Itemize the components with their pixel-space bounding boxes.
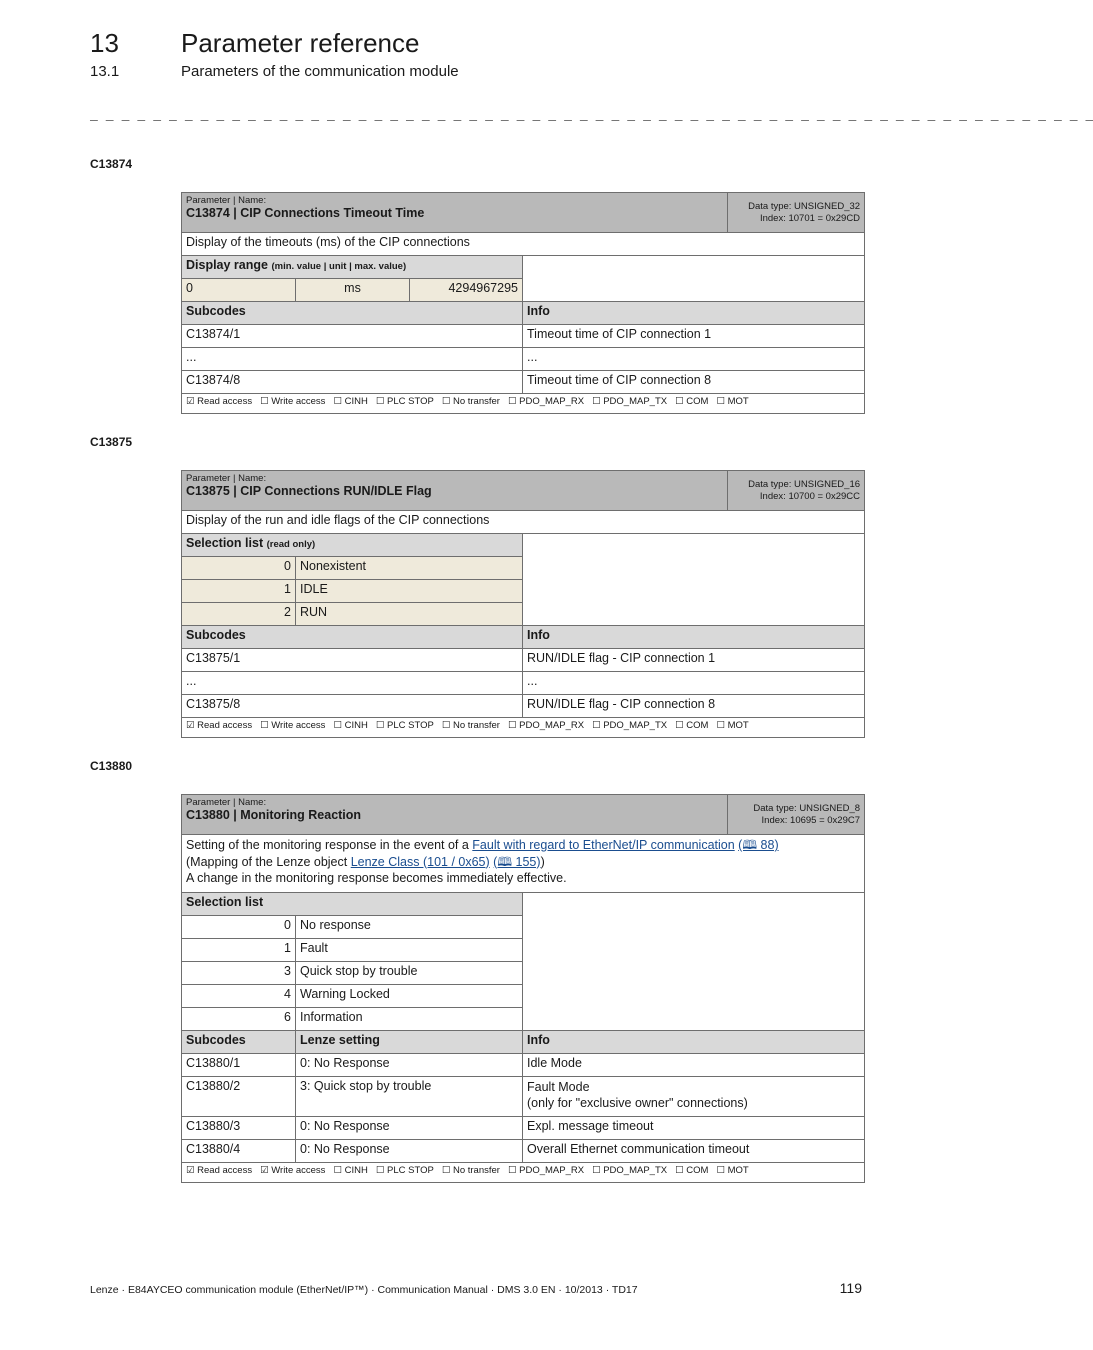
selection-text: RUN bbox=[296, 603, 523, 626]
flag-pdo-map-tx: ☐ PDO_MAP_TX bbox=[592, 1165, 668, 1176]
selection-text: IDLE bbox=[296, 580, 523, 603]
c13875-datatype-cell bbox=[728, 471, 865, 511]
table-row-code: C13874/1 bbox=[182, 325, 523, 348]
flag-no-transfer: ☐ No transfer bbox=[441, 720, 500, 731]
table-row-code: ... bbox=[182, 348, 523, 371]
c13880-label-small: Parameter | Name: bbox=[186, 797, 267, 808]
c13874-title: C13874 | CIP Connections Timeout Time bbox=[186, 206, 425, 220]
chapter-number: 13 bbox=[90, 28, 119, 58]
c13875-selection-header bbox=[182, 534, 523, 557]
page-ref-88-link[interactable]: (🕮 88) bbox=[738, 838, 779, 852]
c13874-data-type: Data type: UNSIGNED_32 bbox=[748, 200, 861, 212]
c13880-title: C13880 | Monitoring Reaction bbox=[186, 808, 362, 822]
selection-value: 0 bbox=[182, 557, 296, 580]
c13874-info-header: Info bbox=[523, 302, 865, 325]
chapter-title: Parameter reference bbox=[181, 28, 420, 58]
selection-text: Information bbox=[296, 1008, 523, 1031]
flag-no-transfer: ☐ No transfer bbox=[441, 396, 500, 407]
fault-ethernet-link[interactable]: Fault with regard to EtherNet/IP communication bbox=[472, 838, 735, 852]
selection-text: Quick stop by trouble bbox=[296, 962, 523, 985]
c13880-desc-line2-post: ) bbox=[540, 854, 545, 869]
c13875-header bbox=[182, 471, 728, 511]
table-row-setting: 0: No Response bbox=[296, 1054, 523, 1077]
flag-cinh: ☐ CINH bbox=[333, 396, 368, 407]
table-row-info: ... bbox=[523, 348, 865, 371]
table-row-info: Expl. message timeout bbox=[523, 1117, 865, 1140]
c13874-index: Index: 10701 = 0x29CD bbox=[759, 212, 861, 224]
table-row-setting: 0: No Response bbox=[296, 1117, 523, 1140]
page-number: 119 bbox=[839, 1280, 862, 1296]
footer-text: Lenze · E84AYCEO communication module (EtherNet/IP™) · Communication Manual · DMS 3.0 EN · 10/2013 · TD17 bbox=[90, 1284, 638, 1296]
c13875-title: C13875 | CIP Connections RUN/IDLE Flag bbox=[186, 484, 432, 498]
table-row-info: RUN/IDLE flag - CIP connection 1 bbox=[523, 649, 865, 672]
c13875-selection-note: (read only) bbox=[266, 539, 316, 550]
c13875-info-header: Info bbox=[523, 626, 865, 649]
selection-value: 0 bbox=[182, 916, 296, 939]
flag-com: ☐ COM bbox=[675, 1165, 709, 1176]
c13880-subcodes-header: Subcodes bbox=[182, 1031, 296, 1054]
selection-text: Fault bbox=[296, 939, 523, 962]
c13874-display-range-label: Display range bbox=[186, 258, 268, 272]
c13875-label-small: Parameter | Name: bbox=[186, 473, 267, 484]
flag-plc-stop: ☐ PLC STOP bbox=[375, 396, 434, 407]
flag-pdo-map-tx: ☐ PDO_MAP_TX bbox=[592, 720, 668, 731]
selection-text: No response bbox=[296, 916, 523, 939]
c13880-datatype-cell bbox=[728, 795, 865, 835]
c13880-lenze-setting-header: Lenze setting bbox=[296, 1031, 523, 1054]
section-number: 13.1 bbox=[90, 63, 120, 80]
selection-value: 4 bbox=[182, 985, 296, 1008]
flag-pdo-map-rx: ☐ PDO_MAP_RX bbox=[507, 396, 585, 407]
c13875-description: Display of the run and idle flags of the CIP connections bbox=[182, 511, 865, 534]
c13874-empty-cell bbox=[523, 256, 865, 302]
table-row-info-line2: (only for "exclusive owner" connections) bbox=[527, 1096, 748, 1110]
flag-cinh: ☐ CINH bbox=[333, 720, 368, 731]
flag-pdo-map-tx: ☐ PDO_MAP_TX bbox=[592, 396, 668, 407]
flag-com: ☐ COM bbox=[675, 396, 709, 407]
c13875-selection-label: Selection list bbox=[186, 536, 264, 550]
flag-plc-stop: ☐ PLC STOP bbox=[375, 1165, 434, 1176]
table-row-code: C13875/1 bbox=[182, 649, 523, 672]
c13875-subcodes-header: Subcodes bbox=[182, 626, 523, 649]
table-row-code: ... bbox=[182, 672, 523, 695]
table-row-code: C13875/8 bbox=[182, 695, 523, 718]
header-separator: _ _ _ _ _ _ _ _ _ _ _ _ _ _ _ _ _ _ _ _ _ _ _ _ _ _ _ _ _ _ _ _ _ _ _ _ _ _ _ _ _ _ _ _ _ _ _ _ _ _ _ _ _ _ _ _ _ _ _ _ _ _ _ _ bbox=[90, 108, 1093, 123]
c13874-unit: ms bbox=[296, 279, 410, 302]
c13880-data-type: Data type: UNSIGNED_8 bbox=[753, 802, 861, 814]
table-row-info: Timeout time of CIP connection 1 bbox=[523, 325, 865, 348]
c13874-datatype-cell bbox=[728, 193, 865, 233]
c13880-description bbox=[182, 835, 865, 893]
table-row-code: C13874/8 bbox=[182, 371, 523, 394]
c13875-access-flags bbox=[182, 718, 865, 738]
flag-no-transfer: ☐ No transfer bbox=[441, 1165, 500, 1176]
page-ref-155-link[interactable]: (🕮 155) bbox=[493, 854, 541, 869]
table-row-info bbox=[523, 1077, 865, 1117]
c13874-access-flags bbox=[182, 394, 865, 414]
flag-com: ☐ COM bbox=[675, 720, 709, 731]
c13874-display-range-header bbox=[182, 256, 523, 279]
c13875-table bbox=[181, 470, 865, 738]
flag-mot: ☐ MOT bbox=[716, 720, 749, 731]
c13880-header bbox=[182, 795, 728, 835]
table-row-info: RUN/IDLE flag - CIP connection 8 bbox=[523, 695, 865, 718]
c13880-desc-pre: Setting of the monitoring response in the event of a bbox=[186, 838, 473, 852]
c13874-display-range-note: (min. value | unit | max. value) bbox=[271, 261, 407, 272]
c13875-empty-cell bbox=[523, 534, 865, 626]
selection-text: Warning Locked bbox=[296, 985, 523, 1008]
c13874-subcodes-header: Subcodes bbox=[182, 302, 523, 325]
c13875-data-type: Data type: UNSIGNED_16 bbox=[748, 478, 861, 490]
c13874-min: 0 bbox=[182, 279, 296, 302]
table-row-code: C13880/1 bbox=[182, 1054, 296, 1077]
flag-mot: ☐ MOT bbox=[716, 396, 749, 407]
selection-value: 1 bbox=[182, 939, 296, 962]
flag-plc-stop: ☐ PLC STOP bbox=[375, 720, 434, 731]
section-title: Parameters of the communication module bbox=[181, 63, 459, 80]
flag-read-access: ☑ Read access bbox=[186, 396, 253, 407]
table-row-info: Overall Ethernet communication timeout bbox=[523, 1140, 865, 1163]
flag-read-access: ☑ Read access bbox=[186, 1165, 253, 1176]
flag-pdo-map-rx: ☐ PDO_MAP_RX bbox=[507, 1165, 585, 1176]
c13880-access-flags bbox=[182, 1163, 865, 1183]
c13880-empty-cell bbox=[523, 893, 865, 1031]
c13874-label-small: Parameter | Name: bbox=[186, 195, 267, 206]
c13880-heading: C13880 bbox=[90, 759, 133, 773]
selection-value: 1 bbox=[182, 580, 296, 603]
flag-write-access: ☐ Write access bbox=[260, 396, 326, 407]
c13875-index: Index: 10700 = 0x29CC bbox=[759, 490, 861, 502]
c13874-max: 4294967295 bbox=[410, 279, 523, 302]
flag-cinh: ☐ CINH bbox=[333, 1165, 368, 1176]
table-row-info: Timeout time of CIP connection 8 bbox=[523, 371, 865, 394]
c13880-table bbox=[181, 794, 865, 1183]
table-row-code: C13880/4 bbox=[182, 1140, 296, 1163]
c13880-selection-header: Selection list bbox=[182, 893, 523, 916]
c13880-info-header: Info bbox=[523, 1031, 865, 1054]
flag-mot: ☐ MOT bbox=[716, 1165, 749, 1176]
c13880-desc-line3: A change in the monitoring response becomes immediately effective. bbox=[186, 871, 567, 885]
lenze-class-link[interactable]: Lenze Class (101 / 0x65) bbox=[350, 854, 490, 869]
c13875-heading: C13875 bbox=[90, 435, 133, 449]
flag-read-access: ☑ Read access bbox=[186, 720, 253, 731]
table-row-code: C13880/2 bbox=[182, 1077, 296, 1117]
selection-value: 2 bbox=[182, 603, 296, 626]
table-row-setting: 0: No Response bbox=[296, 1140, 523, 1163]
c13880-index: Index: 10695 = 0x29C7 bbox=[761, 814, 861, 826]
table-row-info-line1: Fault Mode bbox=[527, 1080, 590, 1094]
flag-write-access: ☑ Write access bbox=[260, 1165, 326, 1176]
c13880-desc-line2-pre: (Mapping of the Lenze object bbox=[186, 854, 351, 869]
table-row-info: ... bbox=[523, 672, 865, 695]
selection-value: 6 bbox=[182, 1008, 296, 1031]
c13874-table bbox=[181, 192, 865, 414]
c13874-heading: C13874 bbox=[90, 157, 133, 171]
table-row-code: C13880/3 bbox=[182, 1117, 296, 1140]
c13874-description: Display of the timeouts (ms) of the CIP connections bbox=[182, 233, 865, 256]
table-row-info: Idle Mode bbox=[523, 1054, 865, 1077]
selection-text: Nonexistent bbox=[296, 557, 523, 580]
flag-write-access: ☐ Write access bbox=[260, 720, 326, 731]
flag-pdo-map-rx: ☐ PDO_MAP_RX bbox=[507, 720, 585, 731]
c13874-header bbox=[182, 193, 728, 233]
table-row-setting: 3: Quick stop by trouble bbox=[296, 1077, 523, 1117]
selection-value: 3 bbox=[182, 962, 296, 985]
